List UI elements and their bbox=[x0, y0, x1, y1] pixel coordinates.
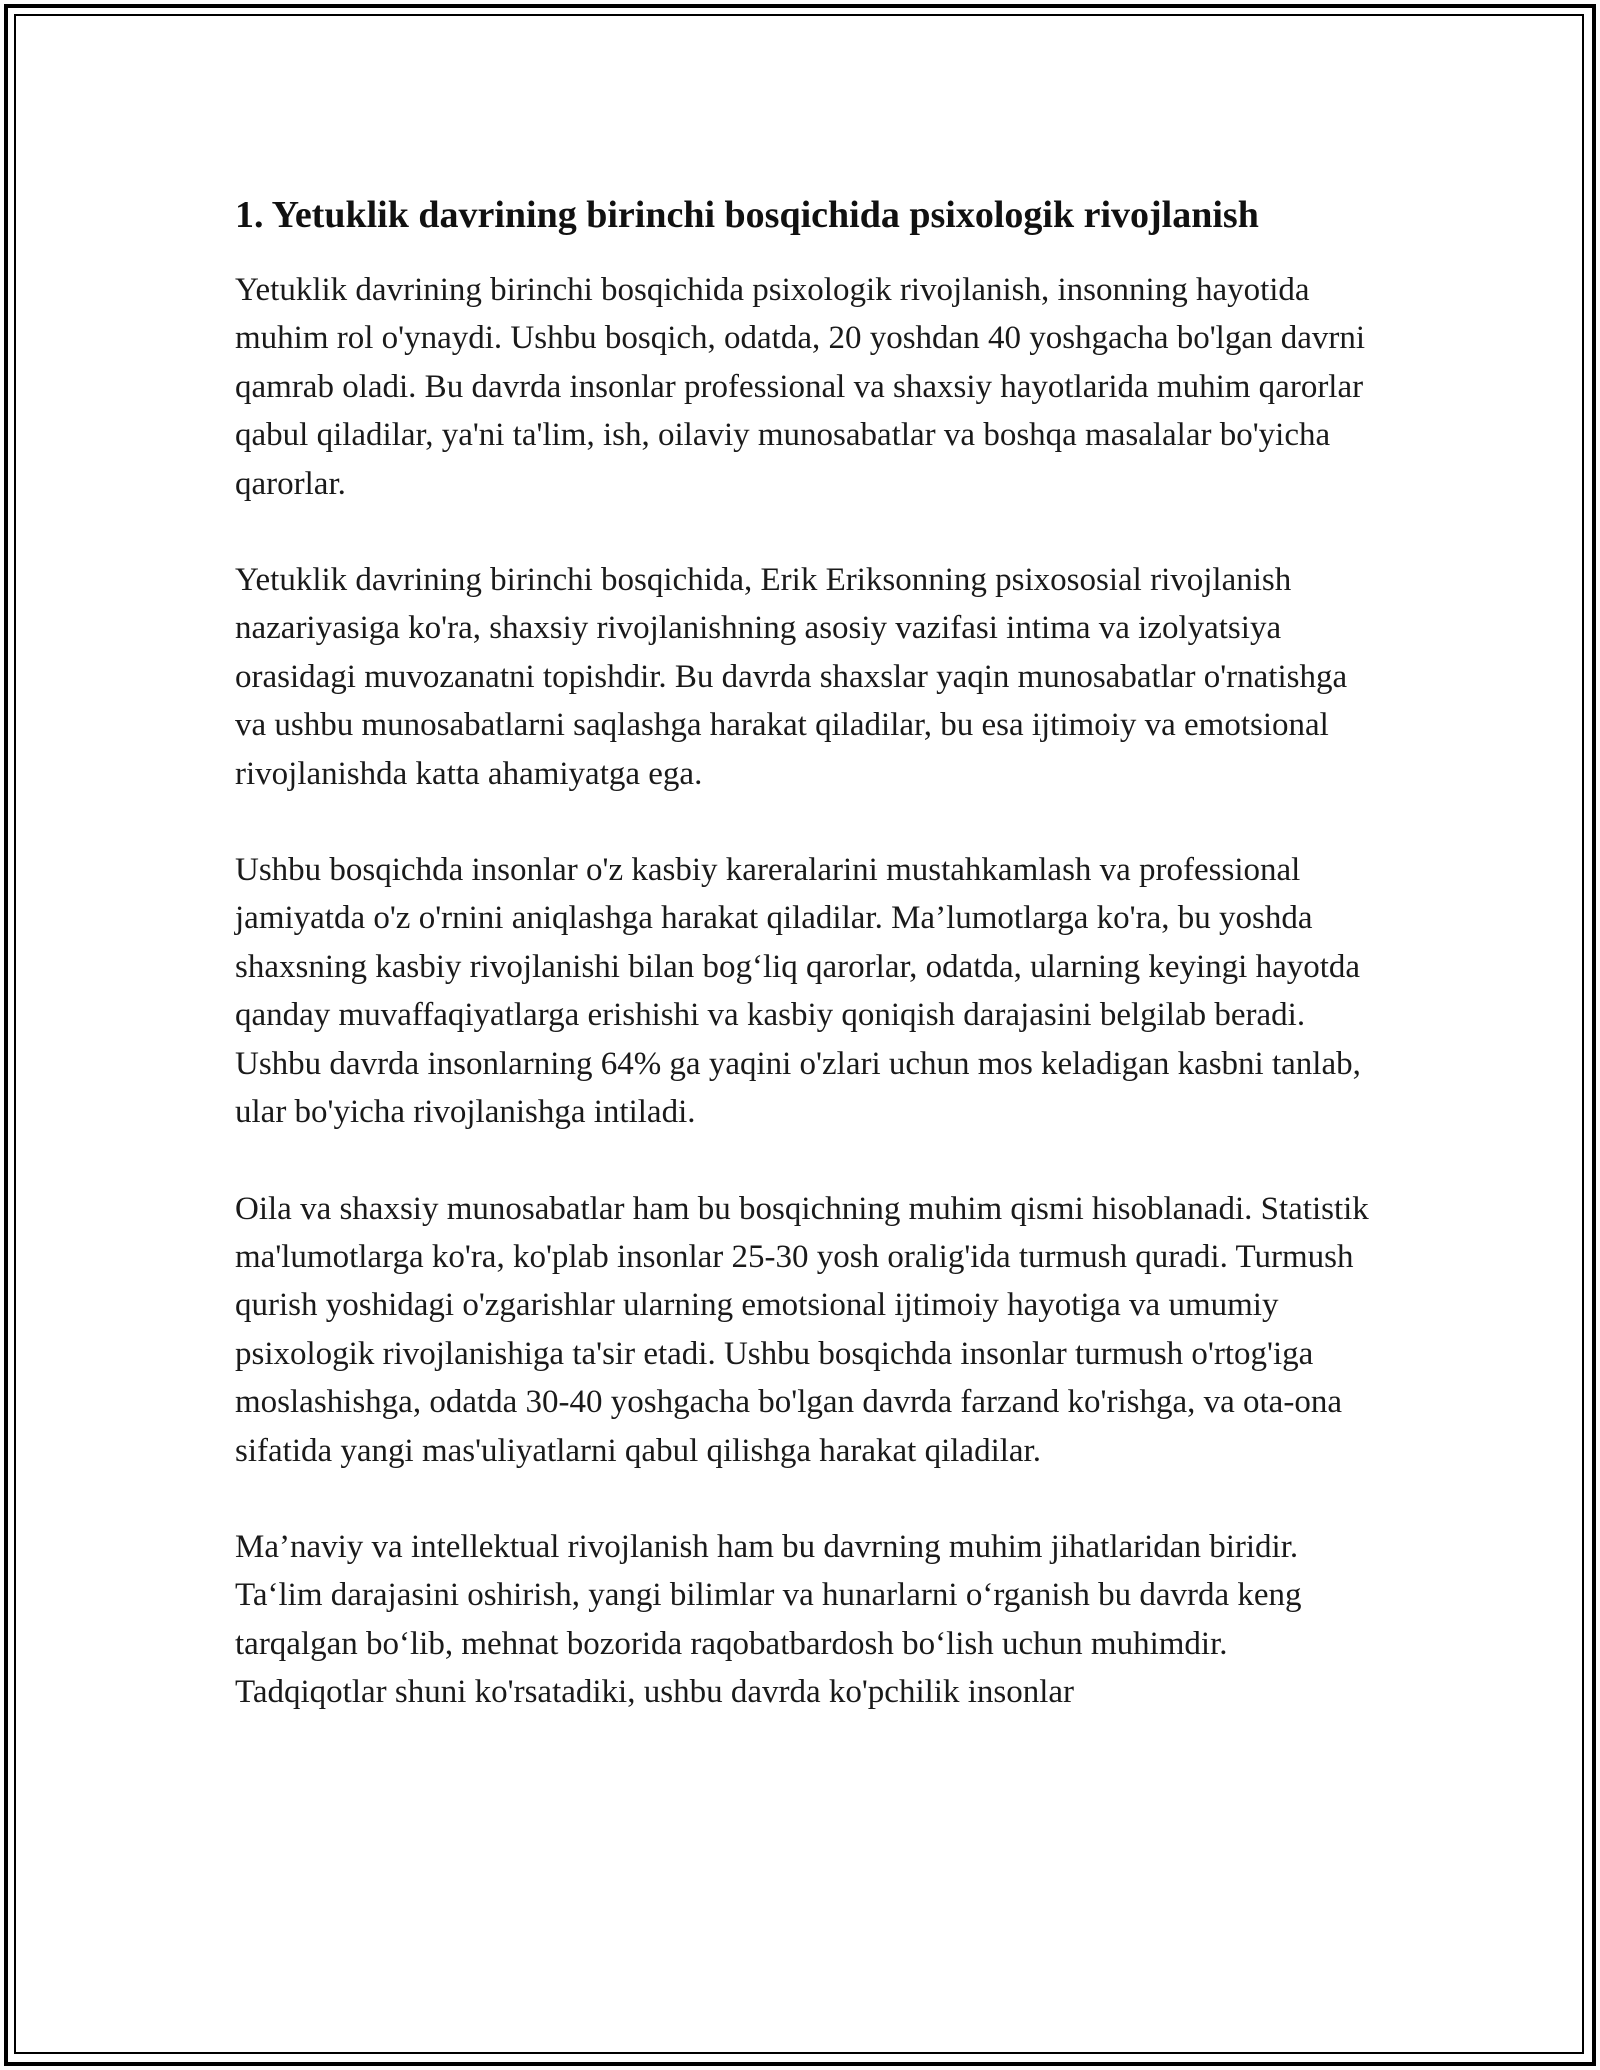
section-heading: 1. Yetuklik davrining birinchi bosqichida psixologik rivojlanish bbox=[235, 194, 1259, 236]
document-body bbox=[235, 188, 1375, 1717]
paragraph-5: Ma’naviy va intellektual rivojlanish ham bu davrning muhim jihatlaridan biridir. Ta‘lim darajasini oshirish, yangi bilimlar va hunarlarni o‘rganish bu davrda keng tarqalgan bo‘lib, mehnat bozorida raqobatbardosh bo‘lish uchun muhimdir. Tadqiqotlar shuni ko'rsatadiki, ushbu davrda ko'pchilik insonlar bbox=[235, 1528, 1302, 1711]
paragraph-2: Yetuklik davrining birinchi bosqichida, Erik Eriksonning psixososial rivojlanish nazariyasiga ko'ra, shaxsiy rivojlanishning asosiy vazifasi intima va izolyatsiya orasidagi muvozanatni topishdir. Bu davrda shaxslar yaqin munosabatlar o'rnatishga va ushbu munosabatlarni saqlashga harakat qiladilar, bu esa ijtimoiy va emotsional rivojlanishda katta ahamiyatga ega. bbox=[235, 562, 1348, 792]
paragraph-4: Oila va shaxsiy munosabatlar ham bu bosqichning muhim qismi hisoblanadi. Statistik ma'lumotlarga ko'ra, ko'plab insonlar 25-30 yosh oralig'ida turmush quradi. Turmush qurish yoshidagi o'zgarishlar ularning emotsional ijtimoiy hayotiga va umumiy psixologik rivojlanishiga ta'sir etadi. Ushbu bosqichda insonlar turmush o'rtog'iga moslashishga, odatda 30-40 yoshgacha bo'lgan davrda farzand ko'rishga, va ota-ona sifatida yangi mas'uliyatlarni qabul qilishga harakat qiladilar. bbox=[235, 1190, 1369, 1469]
paragraph-1: Yetuklik davrining birinchi bosqichida psixologik rivojlanish, insonning hayotida muhim rol o'ynaydi. Ushbu bosqich, odatda, 20 yoshdan 40 yoshgacha bo'lgan davrni qamrab oladi. Bu davrda insonlar professional va shaxsiy hayotlarida muhim qarorlar qabul qiladilar, ya'ni ta'lim, ish, oilaviy munosabatlar va boshqa masalalar bo'yicha qarorlar. bbox=[235, 272, 1366, 502]
paragraph-3: Ushbu bosqichda insonlar o'z kasbiy kareralarini mustahkamlash va professional jamiyatda o'z o'rnini aniqlashga harakat qiladilar. Ma’lumotlarga ko'ra, bu yoshda shaxsning kasbiy rivojlanishi bilan bog‘liq qarorlar, odatda, ularning keyingi hayotda qanday muvaffaqiyatlarga erishishi va kasbiy qoniqish darajasini belgilab beradi. Ushbu davrda insonlarning 64% ga yaqini o'zlari uchun mos keladigan kasbni tanlab, ular bo'yicha rivojlanishga intiladi. bbox=[235, 852, 1361, 1131]
